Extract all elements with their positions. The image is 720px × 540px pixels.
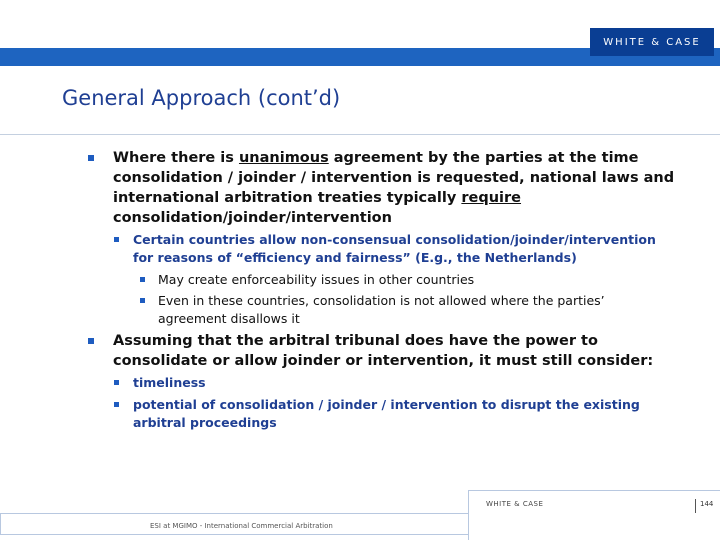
slide-title: General Approach (cont’d) [62, 86, 341, 110]
square-bullet-icon [140, 277, 145, 282]
bullet-2-1-text: timeliness [133, 375, 206, 390]
bullet-2-text: Assuming that the arbitral tribunal does have the power to consolidate or allow joinder or intervention, it must still consider: [113, 333, 654, 369]
brand-logo [590, 28, 714, 56]
square-bullet-icon [114, 237, 119, 242]
bullet-1-text-a: Where there is [113, 150, 239, 166]
footer-brand-frame [468, 490, 720, 540]
page-number: 144 [700, 500, 714, 508]
title-divider [0, 134, 720, 135]
footer-brand: WHITE & CASE [486, 500, 544, 508]
square-bullet-icon [114, 380, 119, 385]
bullet-item-2-1 [86, 374, 676, 392]
bullet-item-1-1-2 [86, 292, 676, 328]
bullet-item-1-1 [86, 231, 676, 267]
bullet-1-text-b: agreement by the parties at the time consolidation / joinder / intervention is requested, national laws and international arbitration treaties typically [113, 150, 675, 206]
bullet-item-1 [86, 148, 676, 228]
bullet-1-underlined-unanimous: unanimous [238, 150, 329, 166]
footer-separator [695, 499, 696, 513]
bullet-2-2-text: potential of consolidation / joinder / intervention to disrupt the existing arbitral proceedings [133, 397, 640, 430]
footer-caption: ESI at MGIMO - International Commercial Arbitration [150, 522, 333, 530]
square-bullet-icon [88, 338, 94, 344]
square-bullet-icon [114, 402, 119, 407]
square-bullet-icon [140, 298, 145, 303]
bullet-1-underlined-require: require [461, 190, 522, 206]
slide-content [86, 148, 676, 436]
bullet-1-text-c: consolidation/joinder/intervention [113, 210, 392, 226]
bullet-item-1-1-1 [86, 271, 676, 289]
bullet-1-1-text: Certain countries allow non-consensual consolidation/joinder/intervention for reasons of “efficiency and fairness” (E.g., the Netherlands) [133, 232, 656, 265]
bullet-item-2 [86, 331, 676, 371]
bullet-1-1-1-text: May create enforceability issues in other countries [158, 272, 475, 287]
bullet-item-2-2 [86, 396, 676, 432]
brand-logo-text: WHITE & CASE [603, 36, 701, 48]
square-bullet-icon [88, 155, 94, 161]
bullet-1-1-2-text: Even in these countries, consolidation is not allowed where the parties’ agreement disallows it [158, 293, 605, 326]
